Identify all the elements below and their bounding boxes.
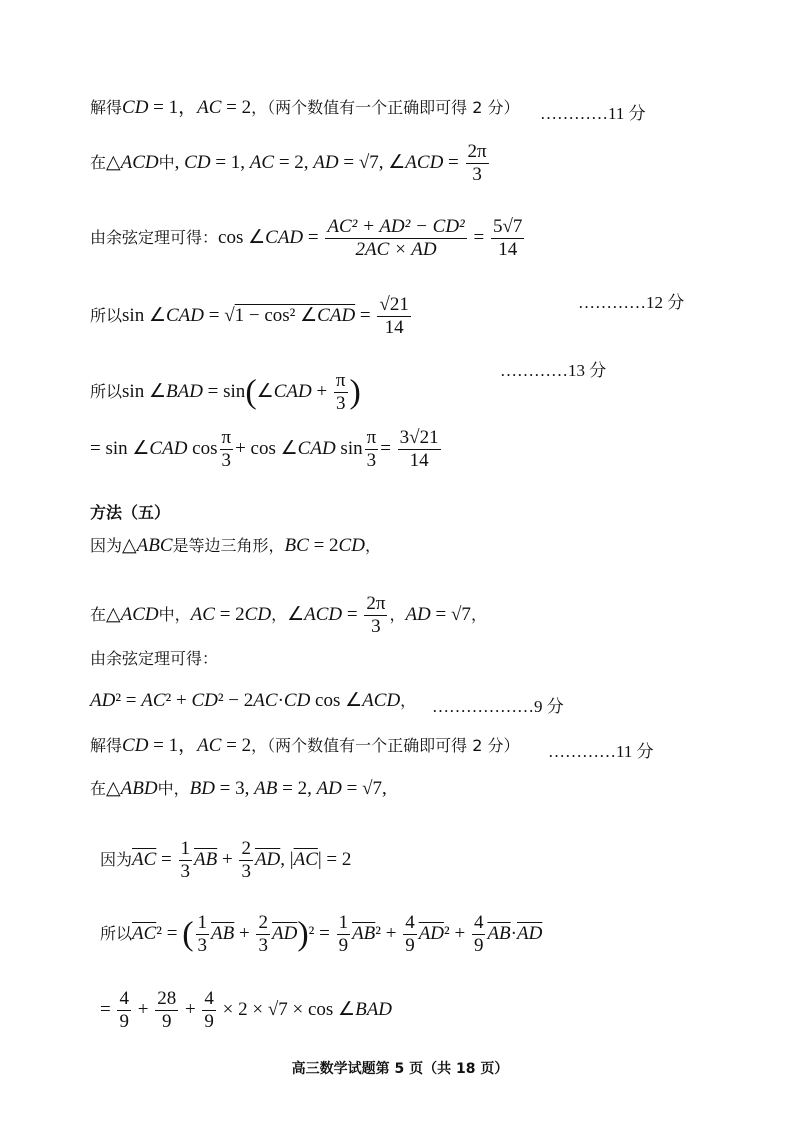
cosine-law-label: 由余弦定理可得： xyxy=(90,649,219,668)
final-expression-line: = $\frac{4}{9}$ + $\frac{28}{9}$ + $\frac{4}{9}$ × 2 × √7 × cos ∠BAD xyxy=(100,988,393,1032)
solve-line-2: 解得CD = 1，AC = 2，（两个数值有一个正确即可得 2 分） xyxy=(90,735,520,756)
score-11-b: …………11 分 xyxy=(548,742,654,761)
sin-bad-expand-line: = sin ∠CAD cos $\frac{\pi}{3}$ + cos ∠CAD sin $\frac{\pi}{3}$ = $\frac{3√21}{14}$ xyxy=(90,427,439,471)
equilateral-line: 因为△ABC是等边三角形，BC = 2CD， xyxy=(90,535,381,556)
triangle-acd-line: 在△ACD中, CD = 1, AC = 2, AD = √7, ∠ACD = $\frac{2\pi}{3}$ xyxy=(90,141,487,185)
method-five-heading: 方法（五） xyxy=(90,503,171,522)
score-11-a: …………11 分 xyxy=(540,104,646,123)
sin-bad-line: 所以sin ∠BAD = sin(∠CAD + $\frac{\pi}{3}$ ) xyxy=(90,370,361,414)
sin-cad-line: 所以sin ∠CAD = √1 − cos² ∠CAD = $\frac{√21}{14}$ xyxy=(90,294,409,338)
triangle-abd-line: 在△ABD中，BD = 3, AB = 2, AD = √7, xyxy=(90,778,387,799)
vector-square-line: 所以$\overline{AC}^2$ = ( $\frac{1}{3}$ $\overline{AB}$ + $\frac{2}{3}$ $\overline{AD})^2$ = $\frac{1}{9}$ $\overline{AB}^2$ + $\frac{4}{9}$ $\overline{AD}^2$ + $\frac{4}{9}$ $\overline{AB}\cdot\overline{AD}$ xyxy=(100,912,543,956)
cosine-law-equation: AD² = AC² + CD² − 2AC·CD cos ∠ACD， xyxy=(90,690,417,711)
solve-line-1: 解得CD = 1，AC = 2，（两个数值有一个正确即可得 2 分） xyxy=(90,97,520,118)
cosine-law-line: 由余弦定理可得：cos ∠CAD = $\frac{\text{AC² + AD² − CD²}}{2AC \times AD}$ = $\frac{5√7}{14}$ xyxy=(90,216,523,260)
vector-ac-line: 因为$\overline{AC}$ = $\frac{1}{3}$ $\overline{AB}$ + $\frac{2}{3}$ $\overline{AD}$, $|\overline{AC}| = 2$ xyxy=(100,838,352,882)
score-13: …………13 分 xyxy=(500,361,607,380)
score-9: ………………9 分 xyxy=(432,697,564,716)
score-12: …………12 分 xyxy=(578,293,685,312)
page-footer: 高三数学试题第 5 页（共 18 页） xyxy=(291,1061,509,1077)
triangle-acd-line-2: 在△ACD中，AC = 2CD，∠ACD = $\frac{2\pi}{3}$ ，AD = √7， xyxy=(90,593,487,637)
